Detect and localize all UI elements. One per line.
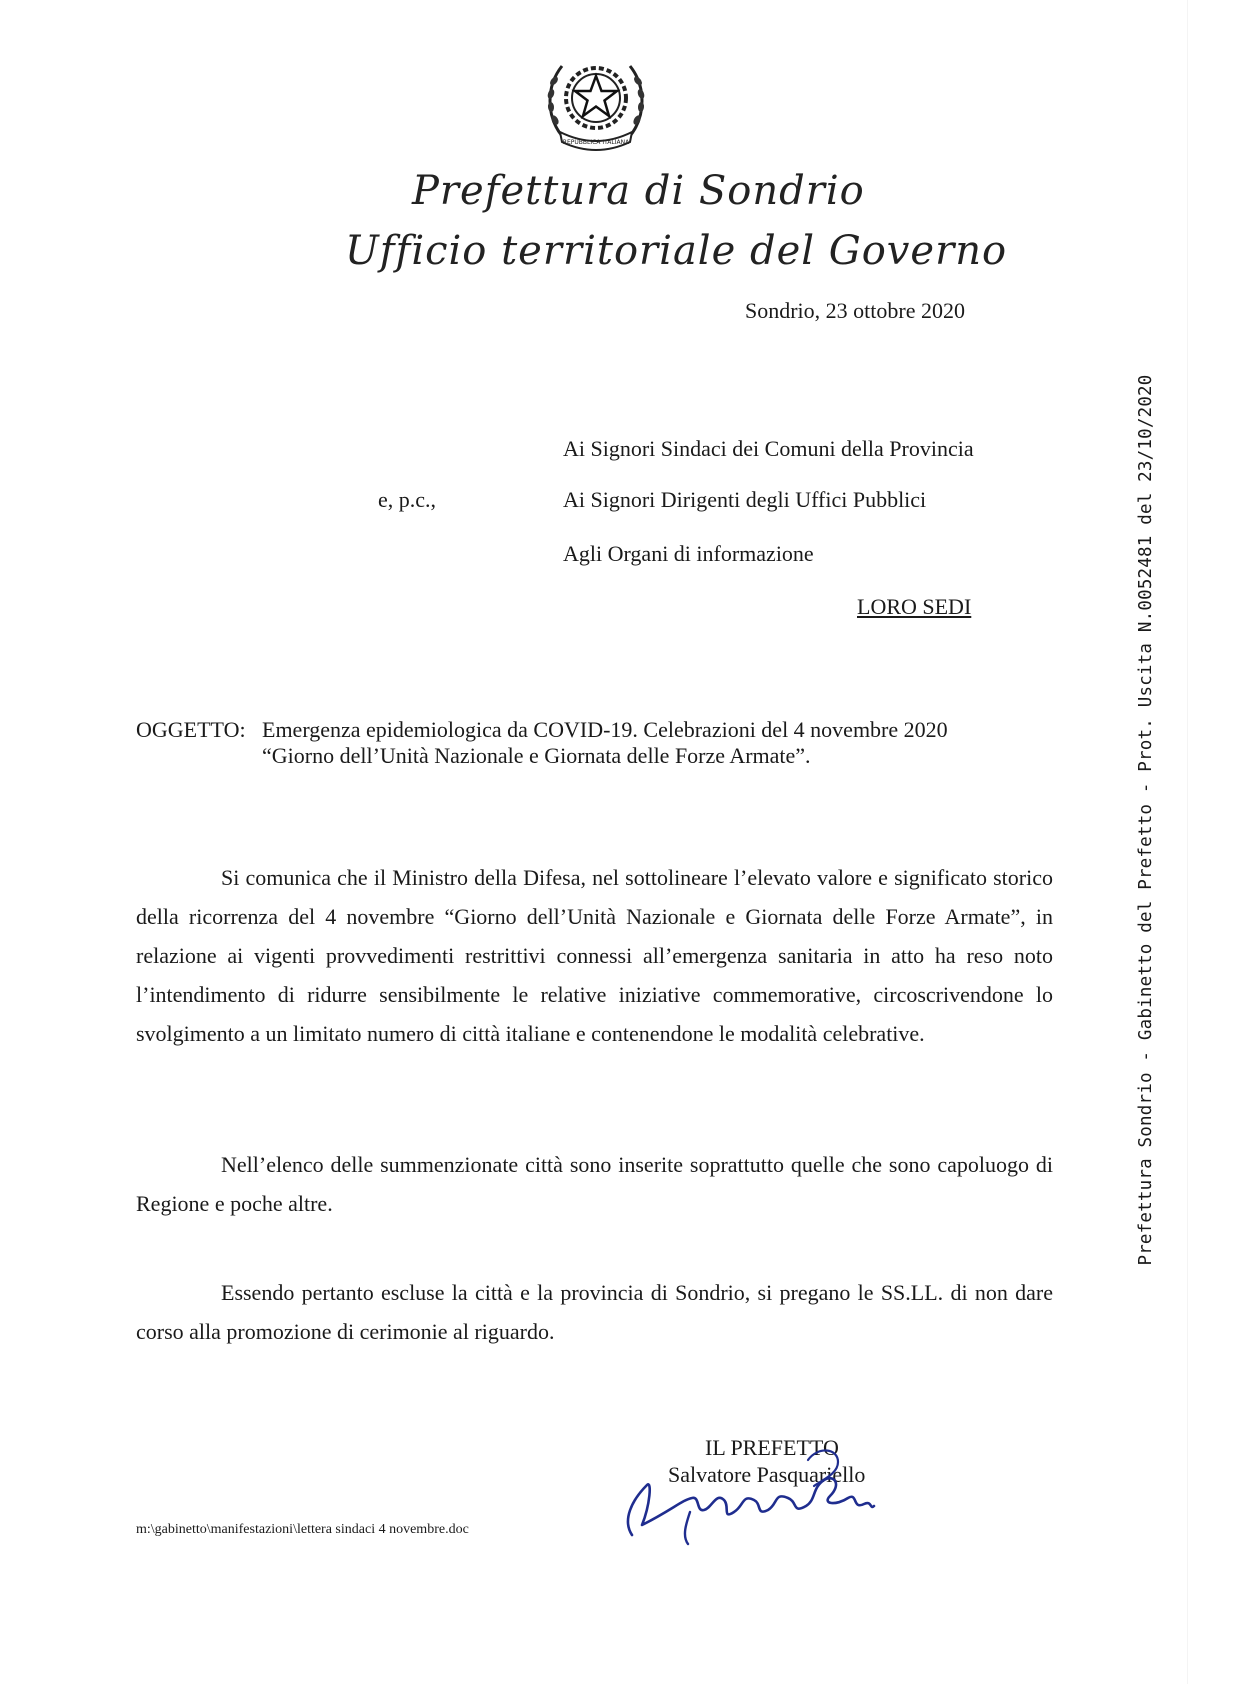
subject-label: OGGETTO: [136,717,246,742]
signature-title: IL PREFETTO [705,1435,839,1460]
italian-republic-emblem [540,46,652,154]
page-edge [1187,0,1188,1684]
protocol-stamp: Prefettura Sondrio - Gabinetto del Prefetto - Prot. Uscita N.0052481 del 23/10/2020 [1136,374,1156,1266]
recipient-sindaci: Ai Signori Sindaci dei Comuni della Provincia [563,436,974,461]
letter-date: Sondrio, 23 ottobre 2020 [745,298,965,323]
body-paragraph-1: Si comunica che il Ministro della Difesa, nel sottolineare l’elevato valore e significato storico della ricorrenza del 4 novembre “Giorno dell’Unità Nazionale e Giornata delle Forze Armate”, in relazione ai vigenti provvedimenti restrittivi connessi all’emergenza sanitaria in atto ha reso noto l’intendimento di ridurre sensibilmente le relative iniziative commemorative, circoscrivendone lo svolgimento a un limitato numero di città italiane e contenendone le modalità celebrative. [136,865,1053,1046]
body-paragraph-2: Nell’elenco delle summenzionate città sono inserite soprattutto quelle che sono capoluogo di Regione e poche altre. [136,1152,1053,1216]
signature-name: Salvatore Pasquariello [668,1462,866,1487]
recipient-epc: e, p.c., [378,487,437,512]
file-path: m:\gabinetto\manifestazioni\lettera sindaci 4 novembre.doc [136,1522,469,1537]
recipient-organi: Agli Organi di informazione [563,541,814,566]
svg-text:REPUBBLICA ITALIANA: REPUBBLICA ITALIANA [562,139,630,146]
recipient-dirigenti: Ai Signori Dirigenti degli Uffici Pubblici [563,487,927,512]
letterhead-prefettura: Prefettura di Sondrio [412,168,865,214]
body-paragraph-3: Essendo pertanto escluse la città e la provincia di Sondrio, si pregano le SS.LL. di non dare corso alla promozione di cerimonie al riguardo. [136,1280,1053,1344]
letterhead-ufficio: Ufficio territoriale del Governo [345,228,1008,274]
handwritten-signature [612,1440,892,1550]
subject-line-2: “Giorno dell’Unità Nazionale e Giornata delle Forze Armate”. [262,743,811,768]
recipient-loro-sedi: LORO SEDI [857,594,972,619]
subject-line-1: Emergenza epidemiologica da COVID-19. Celebrazioni del 4 novembre 2020 [262,717,948,742]
